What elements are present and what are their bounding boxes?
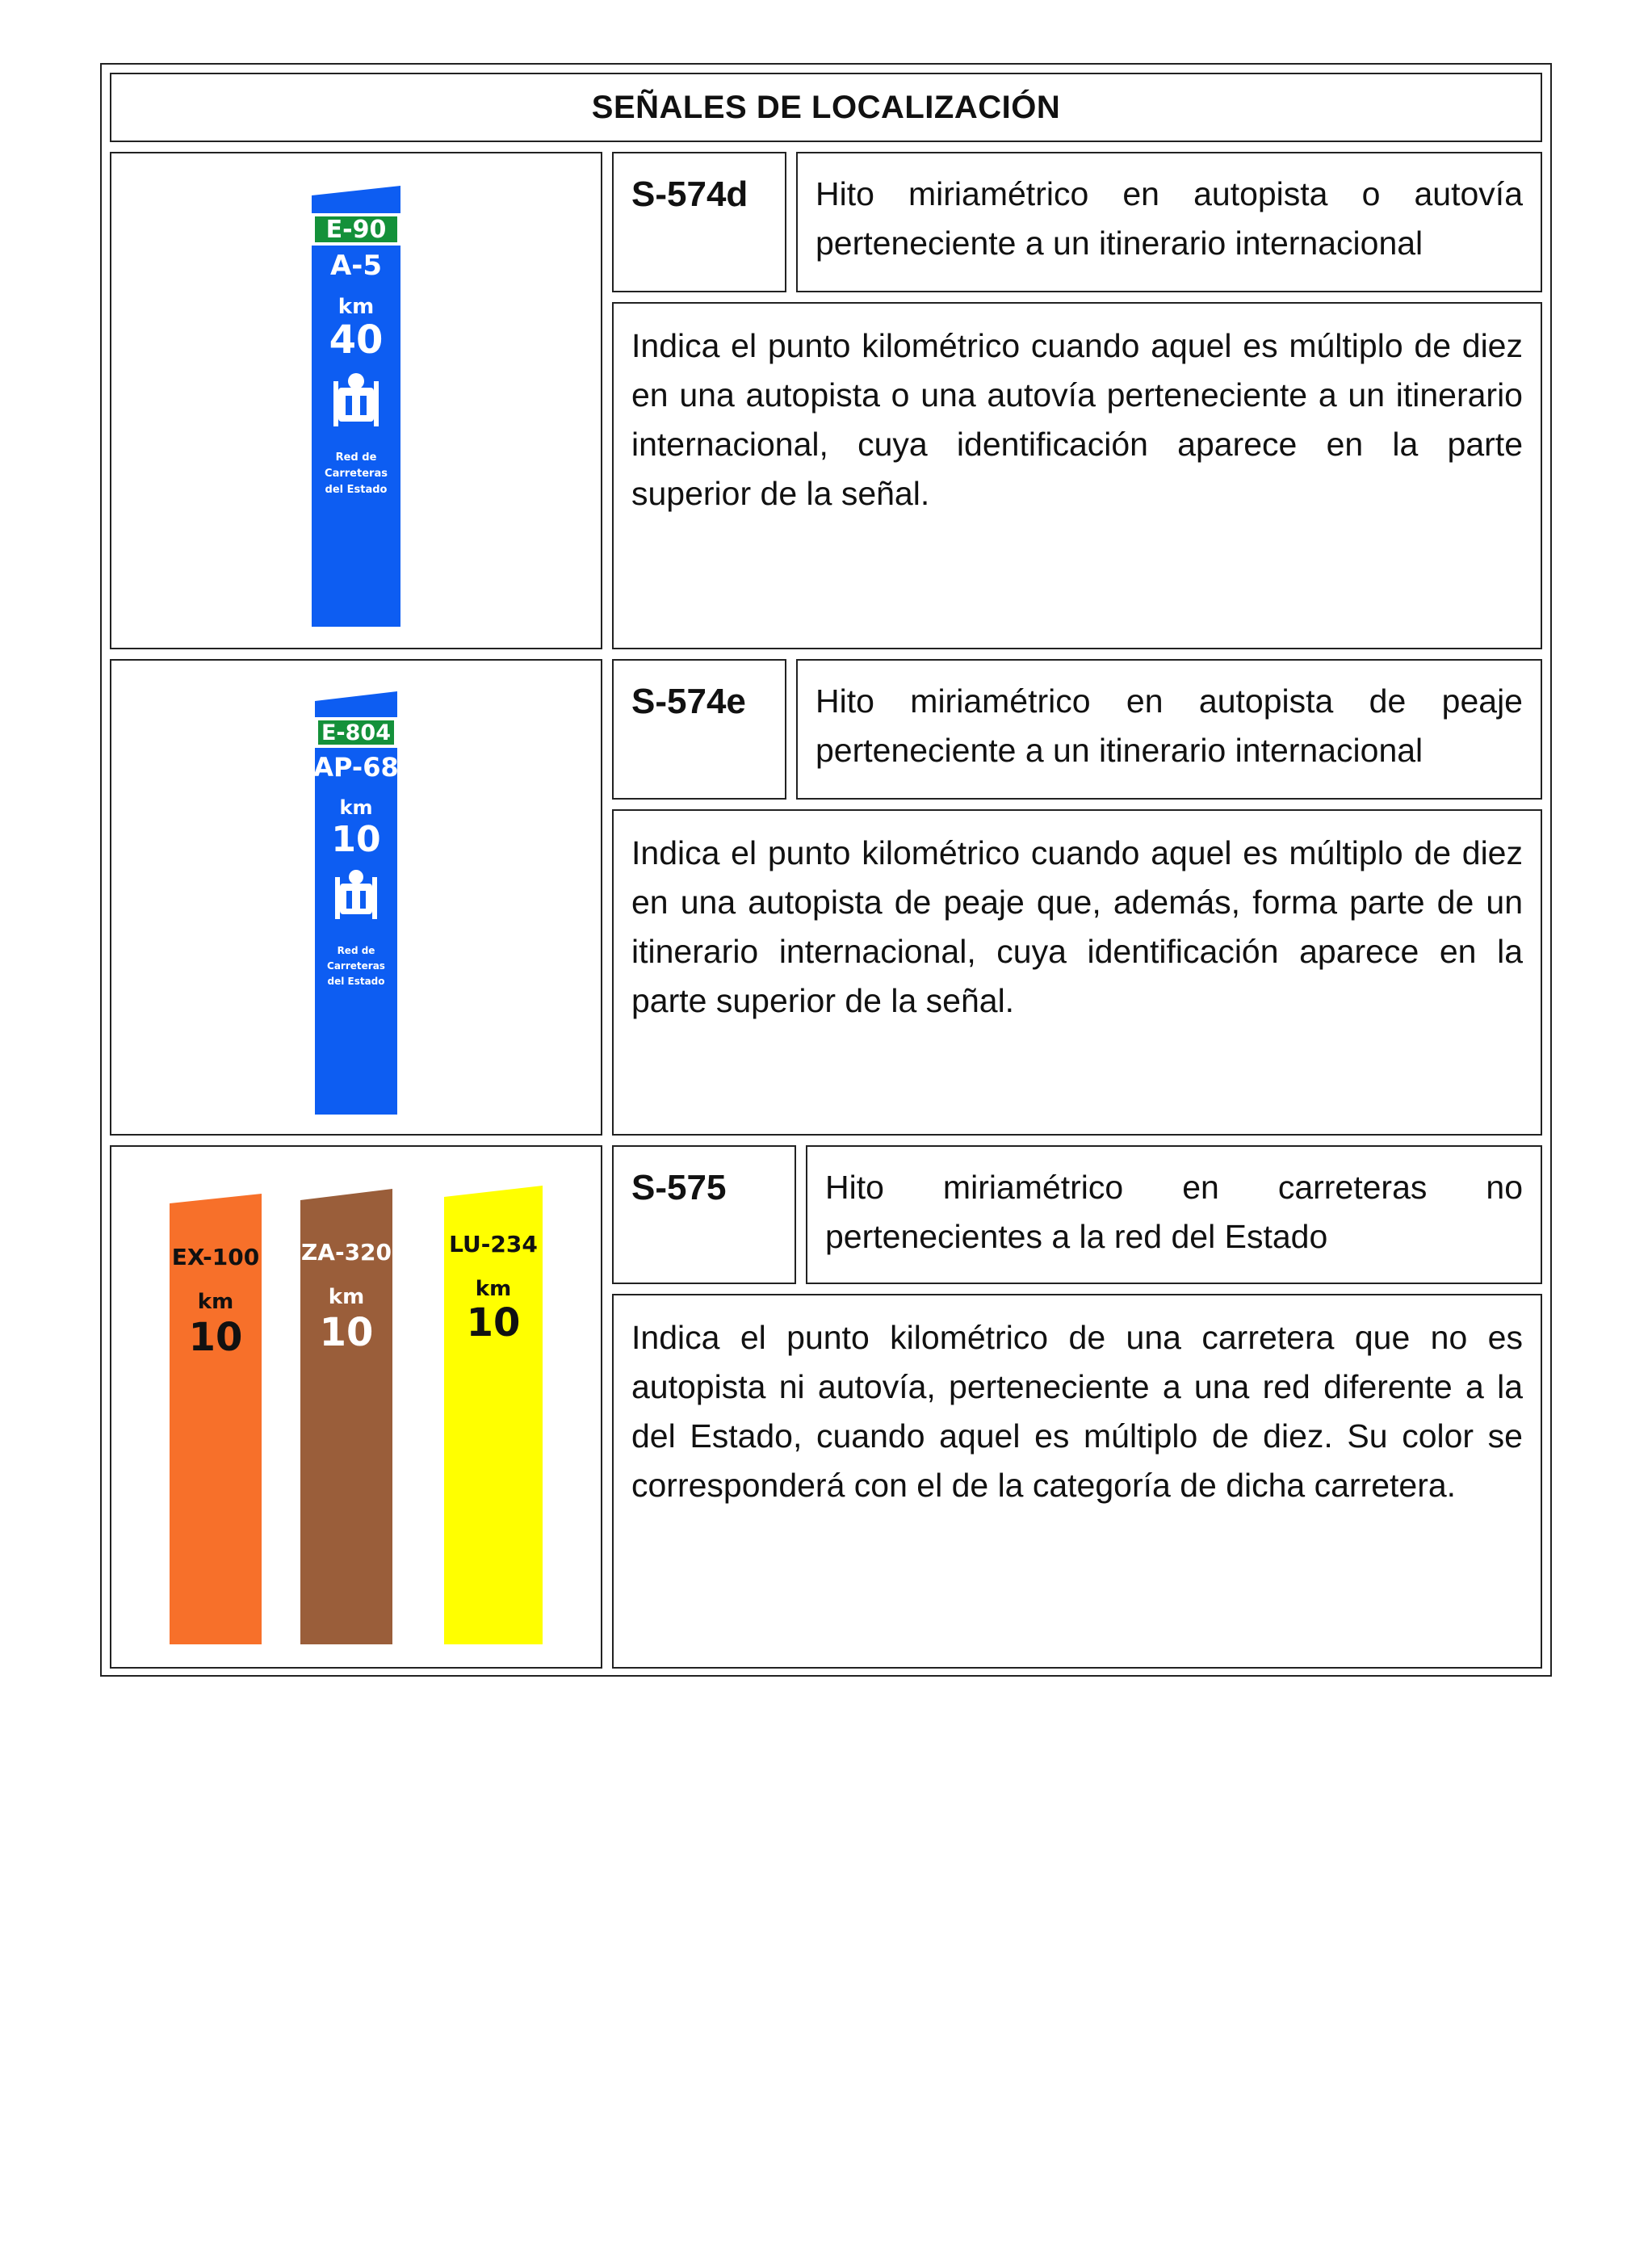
sign-itinerary: E-90 [325, 216, 387, 244]
sign-km-label: km [339, 796, 373, 819]
sign-network-line-1: Red de [335, 451, 377, 464]
sign-network-line-3: del Estado [327, 976, 385, 987]
sign-km-value: 10 [188, 1315, 243, 1360]
sign-km-value: 10 [331, 819, 381, 860]
sign-km-value: 40 [329, 317, 384, 363]
sign-km-label: km [328, 1285, 365, 1309]
signal-short-description: Hito miriamétrico en carreteras no pertenecientes a la red del Estado [806, 1145, 1542, 1284]
signal-short-description: Hito miriamétrico en autopista de peaje perteneciente a un itinerario internacional [796, 659, 1542, 800]
signal-code: S-574e [612, 659, 786, 800]
sign-network-line-2: Carreteras [325, 468, 388, 480]
signal-description: Indica el punto kilométrico cuando aquel es múltiplo de diez en una autopista de peaje que, además, forma parte de un itinerario internacional, cuya identificación aparece en la parte superior de la señal. [612, 809, 1542, 1136]
sign-network-line-2: Carreteras [327, 960, 385, 972]
signal-description: Indica el punto kilométrico de una carretera que no es autopista ni autovía, perteneciente a una red diferente a la del Estado, cuando aquel es múltiplo de diez. Su color se corresponderá con el de la categoría de dicha carretera. [612, 1294, 1542, 1669]
sign-image-cell [110, 1145, 602, 1669]
sign-image-cell [110, 152, 602, 649]
sign-image-cell [110, 659, 602, 1136]
signal-short-description: Hito miriamétrico en autopista o autovía perteneciente a un itinerario internacional [796, 152, 1542, 292]
signal-code: S-575 [612, 1145, 796, 1284]
sign-s574d-image [111, 153, 601, 648]
sign-road: ZA-320 [300, 1239, 392, 1266]
sign-road: AP-68 [313, 752, 399, 783]
signal-code: S-574d [612, 152, 786, 292]
signal-description: Indica el punto kilométrico cuando aquel es múltiplo de diez en una autopista o una autovía perteneciente a un itinerario internacional, cuya identificación aparece en la parte superior de la señal. [612, 302, 1542, 649]
table-title: SEÑALES DE LOCALIZACIÓN [110, 73, 1542, 142]
sign-road: EX-100 [171, 1244, 260, 1270]
sign-road: A-5 [329, 250, 383, 282]
sign-km-label: km [338, 295, 375, 319]
sign-km-label: km [197, 1290, 234, 1314]
sign-s574e-image [111, 661, 601, 1134]
sign-road: LU-234 [449, 1231, 538, 1257]
sign-km-value: 10 [319, 1310, 374, 1355]
sign-itinerary: E-804 [321, 720, 392, 745]
sign-network-line-1: Red de [337, 945, 375, 956]
sign-km-value: 10 [466, 1300, 521, 1346]
sign-km-label: km [475, 1277, 512, 1301]
sign-s575-image [111, 1147, 601, 1667]
sign-network-line-3: del Estado [325, 484, 388, 496]
